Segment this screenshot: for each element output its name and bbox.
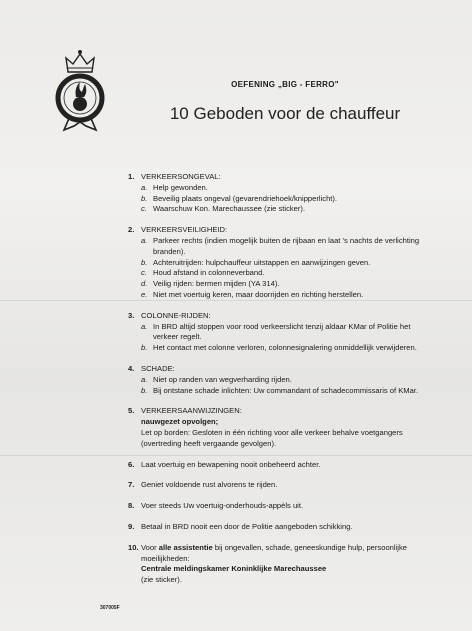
sub-label: b. [141,257,148,267]
rules-list [128,172,428,596]
rule-title: VERKEERSONGEVAL: [141,172,221,181]
rule-item [128,225,428,301]
rule-sub [141,236,428,258]
rule-number: 10. [128,542,139,552]
rule-item [128,522,428,533]
rule-item [128,311,428,354]
sub-label: d. [141,279,148,289]
rule-sub [141,268,428,279]
rule-item [128,460,428,471]
sub-label: b. [141,385,148,395]
rule-title: COLONNE-RIJDEN: [141,310,211,320]
sub-text: Achteruitrijden: hulpchauffeur uitstappen en aanwijzingen geven. [153,257,371,267]
rule-sub [141,194,428,205]
sub-label: a. [141,182,148,192]
rule-sub [141,279,428,290]
rule-item [128,406,428,449]
rule-number: 9. [128,521,135,531]
sub-text: Bij ontstane schade inlichten: Uw commandant of schadecommissaris of KMar. [153,385,419,395]
sub-label: e. [141,289,148,299]
operation-name: OEFENING „BIG - FERRO" [231,80,339,89]
rule-emphasis: nauwgezet opvolgen; [141,417,219,427]
rule-title: VERKEERSAANWIJZINGEN: [141,406,242,416]
rule-item [128,480,428,491]
rule-text [141,543,428,565]
crown-grenade-emblem-icon [52,46,108,134]
sub-text: Het contact met colonne verloren, colonnesignalering onmiddellijk verwijderen. [153,343,417,353]
form-code: 307005F [100,605,120,611]
sub-text: Houd afstand in colonneverband. [153,268,265,278]
rule-sub [141,386,428,397]
sub-text: Veilig rijden: bermen mijden (YA 314). [153,279,280,289]
rule-sub [141,322,428,344]
sub-label: b. [141,193,148,203]
rule-number: 6. [128,459,135,469]
rule-number: 8. [128,501,135,511]
rule-title: SCHADE: [141,363,175,373]
rule-sub [141,375,428,386]
sub-label: b. [141,343,148,353]
rule-text: Geniet voldoende rust alvorens te rijden. [141,480,278,490]
page-title: 10 Geboden voor de chauffeur [169,104,401,123]
sub-label: c. [141,268,147,278]
rule-sub [141,183,428,194]
rule-title: VERKEERSVEILIGHEID: [141,225,228,235]
sub-text: Niet op randen van wegverharding rijden. [153,374,292,384]
sub-label: a. [141,374,148,384]
sub-label: a. [141,321,148,331]
rule-number: 3. [128,310,135,320]
rule-number: 4. [128,363,135,373]
rule-number: 2. [128,225,135,235]
rule-text: Laat voertuig en bewapening nooit onbeheerd achter. [141,459,321,469]
rule-sub [141,343,428,354]
rule-note: (zie sticker). [141,575,182,585]
rule-number: 5. [128,406,135,416]
rule-number: 1. [128,172,135,181]
sub-text: Waarschuw Kon. Marechaussee (zie sticker). [153,204,306,214]
rule-emphasis: alle assistentie [158,542,213,552]
rule-item [128,543,428,586]
rule-text-post: bij ongevallen, schade, geneeskundige hulp, persoonlijke moeilijkheden: [141,542,407,563]
rule-item [128,172,428,215]
rule-item [128,501,428,512]
rule-sub [141,204,428,215]
rule-number: 7. [128,480,135,490]
rule-text-pre: Voor [141,542,159,552]
rule-item [128,364,428,396]
sub-label: c. [141,204,147,214]
sub-text: Niet met voertuig keren, maar doorrijden en richting herstellen. [153,289,364,299]
sub-text: Help gewonden. [153,182,208,192]
sub-text: Parkeer rechts (indien mogelijk buiten de rijbaan en laat 's nachts de verlichting branden). [153,235,420,256]
rule-text: Voer steeds Uw voertuig-onderhouds-appèls uit. [141,501,304,511]
rule-text: Let op borden: Gesloten in één richting voor alle verkeer behalve voetgangers (overtreding heeft vergaande gevolgen). [141,427,403,448]
sub-label: a. [141,235,148,245]
rule-sub [141,290,428,301]
sub-text: In BRD altijd stoppen voor rood verkeerslicht tenzij aldaar KMar of Politie het verkeer regelt. [153,321,411,342]
rule-text: Betaal in BRD nooit een door de Politie aangeboden schikking. [141,521,353,531]
sub-text: Beveilig plaats ongeval (gevarendriehoek/knipperlicht). [153,193,338,203]
rule-sub [141,258,428,269]
contact-name: Centrale meldingskamer Koninklijke Marechaussee [141,564,327,574]
